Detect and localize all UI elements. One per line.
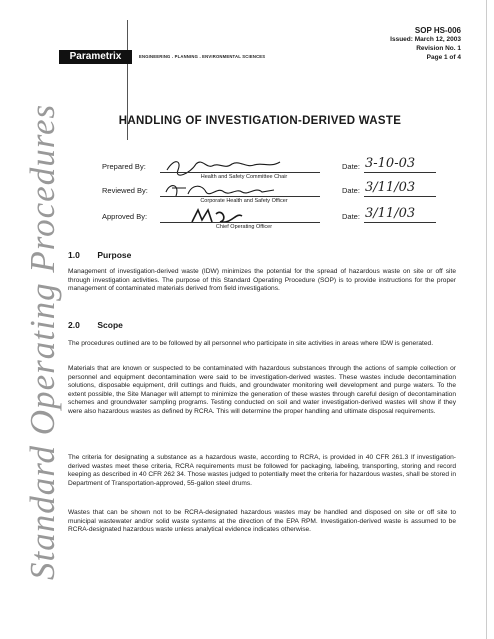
revision-number: Revision No. 1 bbox=[416, 45, 461, 52]
scope-paragraph-3: The criteria for designating a substance as a hazardous waste, according to RCRA, is provided in 40 CFR 261.3 If investigation-derived wastes meet these criteria, RCRA requirements must be followed for packaging, labeling, transporting, storing and record keeping as described in 40 CFR 262 34. Those wastes judged to potentially meet the criteria for hazardous wastes, shall be stored in Department of Transportation-approved, 55-gallon steel drums. bbox=[68, 454, 456, 487]
section-heading-purpose bbox=[68, 250, 131, 260]
signature-line bbox=[160, 172, 320, 173]
approval-row-approved bbox=[102, 206, 462, 234]
signature-line bbox=[160, 196, 320, 197]
scope-paragraph-4: Wastes that can be shown not to be RCRA-designated hazardous wastes may be handled and disposed on site or off site to municipal wastewater and/or solid waste systems at the direction of the EPA RPM. Investigation-derived waste is assumed to be RCRA-designated hazardous waste unless analytical evidence indicates otherwise. bbox=[68, 509, 456, 534]
purpose-paragraph: Management of investigation-derived waste (IDW) minimizes the potential for the spread of hazardous waste on site or off site through investigation activities. The purpose of this Standard Operating Procedure (SOP) is to provide instructions for the proper management of contaminated materials derived from field investigations. bbox=[68, 268, 456, 293]
company-tagline: ENGINEERING . PLANNING . ENVIRONMENTAL SCIENCES bbox=[139, 54, 266, 59]
approval-row-reviewed bbox=[102, 180, 462, 208]
handwritten-date: 3/11/03 bbox=[365, 180, 416, 195]
date-line bbox=[364, 222, 436, 223]
page-edge bbox=[486, 0, 487, 639]
sop-number: SOP HS-006 bbox=[414, 26, 461, 35]
approval-label: Prepared By: bbox=[102, 162, 146, 171]
section-title: Purpose bbox=[97, 250, 132, 260]
date-line bbox=[364, 196, 436, 197]
date-label: Date: bbox=[342, 186, 360, 195]
date-label: Date: bbox=[342, 162, 360, 171]
signature-line bbox=[160, 222, 320, 223]
section-title: Scope bbox=[97, 320, 123, 330]
page-number: Page 1 of 4 bbox=[426, 54, 461, 61]
handwritten-date: 3/11/03 bbox=[365, 206, 416, 221]
approver-role: Health and Safety Committee Chair bbox=[200, 174, 288, 180]
document-title: HANDLING OF INVESTIGATION-DERIVED WASTE bbox=[118, 115, 402, 127]
approval-label: Reviewed By: bbox=[102, 186, 148, 195]
section-number: 1.0 bbox=[68, 250, 80, 260]
date-line bbox=[364, 172, 436, 173]
side-watermark: Standard Operating Procedures bbox=[23, 103, 62, 580]
company-logo: Parametrix bbox=[59, 50, 132, 64]
approver-role: Corporate Health and Safety Officer bbox=[200, 198, 288, 204]
handwritten-date: 3-10-03 bbox=[365, 156, 416, 171]
scope-paragraph-1: The procedures outlined are to be followed by all personnel who participate in site activities in areas where IDW is generated. bbox=[68, 340, 434, 347]
approval-label: Approved By: bbox=[102, 212, 148, 221]
section-heading-scope bbox=[68, 320, 123, 330]
scope-paragraph-2: Materials that are known or suspected to be contaminated with hazardous substances through the actions of sample collection or personnel and equipment decontamination were said to be investigation-derived wastes. These wastes include decontamination solutions, disposable equipment, drill cuttings and fluids, and groundwater monitoring well development and purge waters. To the extent possible, the Site Manager will attempt to minimize the generation of these wastes through careful design of decontamination schemes and groundwater sampling programs. Testing conducted on soil and water investigation-derived wastes will show if they were also hazardous wastes as defined by RCRA. This will determine the proper handling and ultimate disposal requirements. bbox=[68, 365, 456, 415]
sop-header bbox=[390, 26, 461, 62]
approver-role: Chief Operating Officer bbox=[215, 224, 273, 230]
section-number: 2.0 bbox=[68, 320, 80, 330]
issued-date: Issued: March 12, 2003 bbox=[390, 36, 461, 43]
date-label: Date: bbox=[342, 212, 360, 221]
